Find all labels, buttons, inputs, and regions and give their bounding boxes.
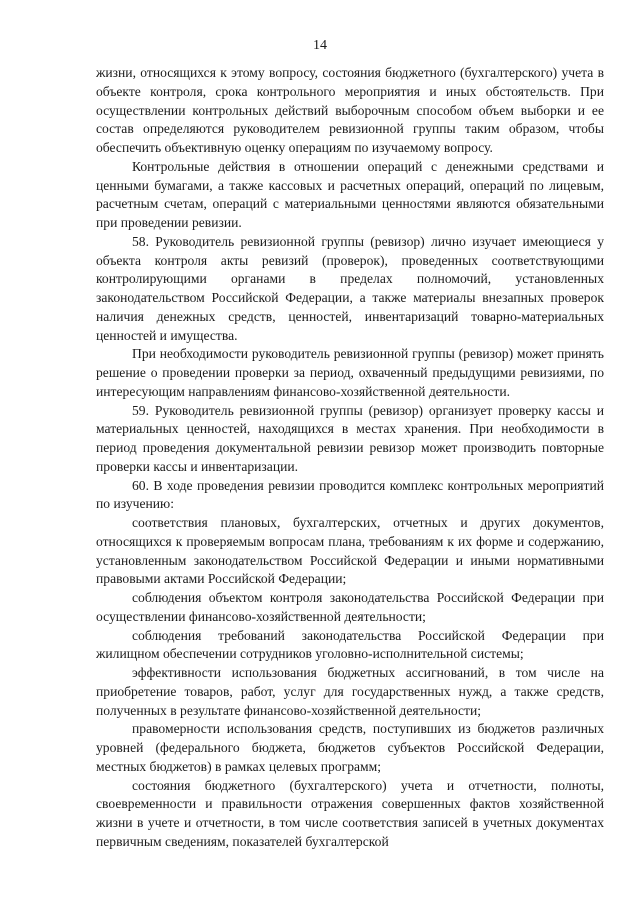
list-item-efficiency: эффективности использования бюджетных ассигнований, в том числе на приобретение товаров, работ, услуг для государственных нужд, а также средств, полученных в результате финансово-хозяйственной деятельности; [96,665,604,718]
list-item-housing: соблюдения требований законодательства Российской Федерации при жилищном обеспечении сотрудников уголовно-исполнительной системы; [96,627,604,662]
paragraph-continued: жизни, относящихся к этому вопросу, состояния бюджетного (бухгалтерского) учета в объекте контроля, срока контрольного мероприятия и иных обстоятельств. При осуществлении контрольных действий выборочным способом объем выборки и ее состав определяются руководителем ревизионной группы таким образом, чтобы обеспечить объективную оценку операциям по изучаемому вопросу. [96,65,604,155]
document-body [96,64,604,852]
paragraph-control-actions: Контрольные действия в отношении операций с денежными средствами и ценными бумагами, а также кассовых и расчетных операций, операций по лицевым, расчетным счетам, операций с материальными ценностями являются обязательными при проведении ревизии. [96,158,604,230]
paragraph-58: 58. Руководитель ревизионной группы (ревизор) лично изучает имеющиеся у объекта контроля акты ревизий (проверок), проведенных соответствующими контролирующими органами в пределах полномочий, установленных законодательством Российской Федерации, а также материалы внезапных проверок наличия денежных средств, ценностей, инвентаризаций товарно-материальных ценностей и имущества. [96,233,604,343]
list-item-lawfulness: правомерности использования средств, поступивших из бюджетов различных уровней (федерального бюджета, бюджетов субъектов Российской Федерации, местных бюджетов) в рамках целевых программ; [96,721,604,774]
paragraph-59: 59. Руководитель ревизионной группы (ревизор) организует проверку кассы и материальных ценностей, находящихся в местах хранения. При необходимости в период проведения документальной ревизии ревизор может производить повторные проверки кассы и инвентаризации. [96,402,604,474]
paragraph-58-decision: При необходимости руководитель ревизионной группы (ревизор) может принять решение о проведении проверки за период, охваченный предыдущими ревизиями, по интересующим направлениям финансово-хозяйственной деятельности. [96,346,604,399]
page-number: 14 [313,38,327,53]
list-item-legislation: соблюдения объектом контроля законодательства Российской Федерации при осуществлении финансово-хозяйственной деятельности; [96,590,604,624]
paragraph-60: 60. В ходе проведения ревизии проводится комплекс контрольных мероприятий по изучению: [96,477,604,512]
list-item-accounting: состояния бюджетного (бухгалтерского) учета и отчетности, полноты, своевременности и правильности отражения совершенных фактов хозяйственной жизни в учете и отчетности, в том числе соответствия записей в учетных документах первичным сведениям, показателей бухгалтерской [96,777,604,849]
list-item-documents: соответствия плановых, бухгалтерских, отчетных и других документов, относящихся к проверяемым вопросам плана, требованиям к их форме и содержанию, установленным законодательством Российской Федерации и иными нормативными правовыми актами Российской Федерации; [96,515,604,587]
